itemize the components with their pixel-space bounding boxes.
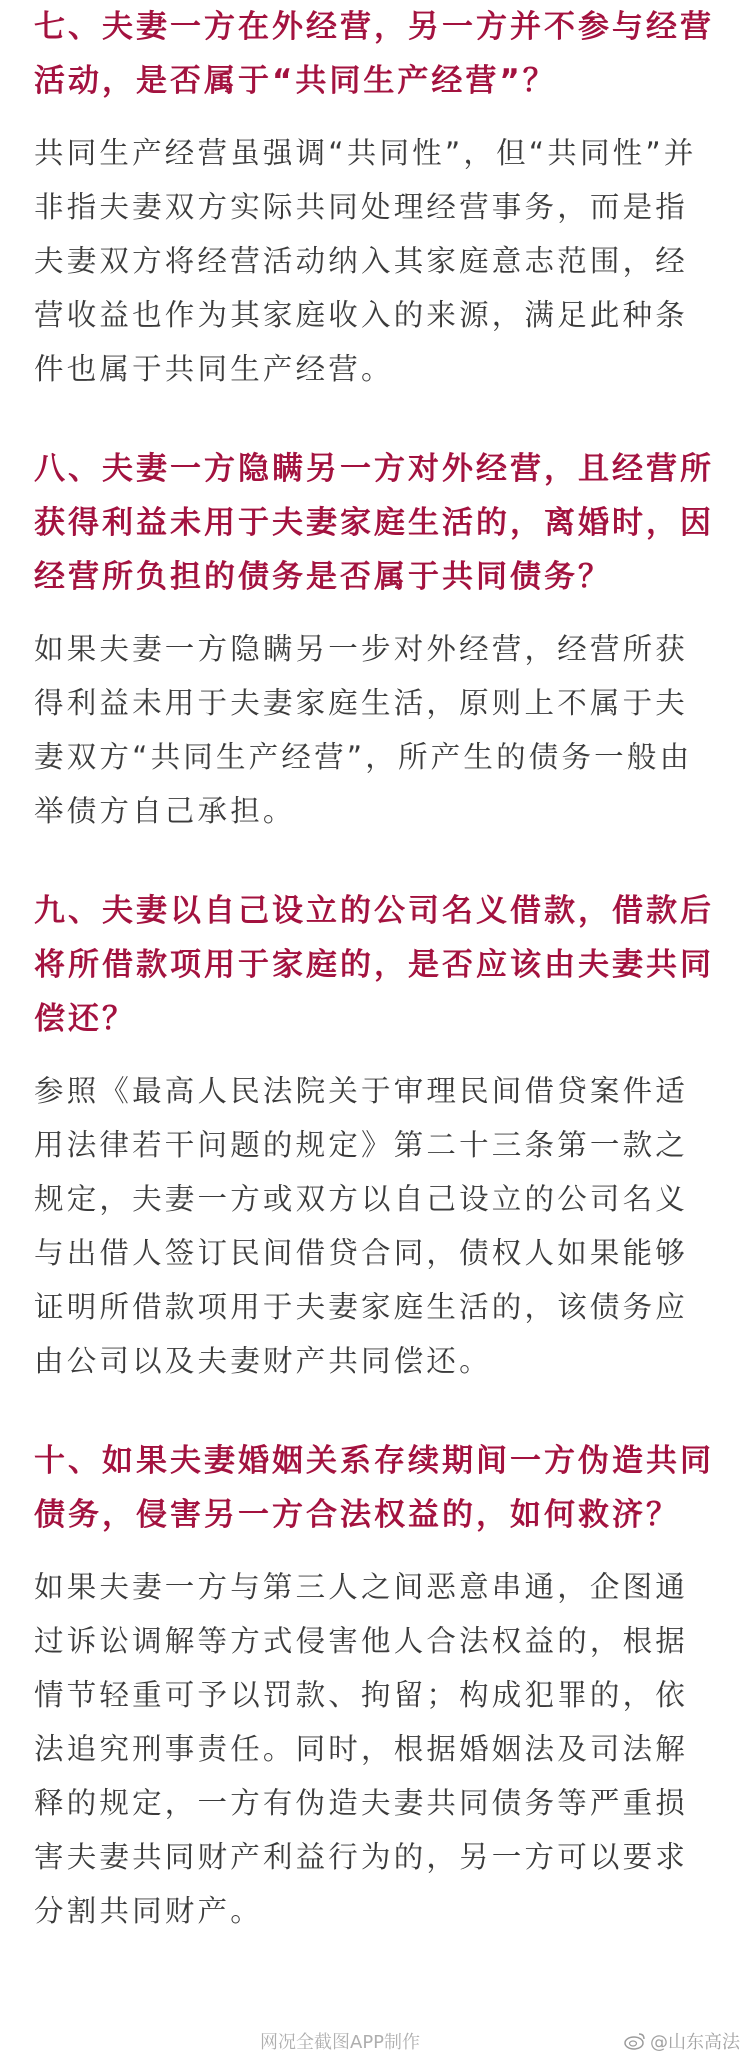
watermark-text: 网况全截图APP制作 — [260, 2032, 421, 2053]
weibo-icon — [624, 2032, 646, 2050]
section-gap — [34, 396, 718, 442]
watermark — [260, 2024, 750, 2058]
section-9 — [34, 884, 718, 1388]
section-body: 如果夫妻一方隐瞒另一步对外经营，经营所获得利益未用于夫妻家庭生活，原则上不属于夫妻双方“共同生产经营”，所产生的债务一般由举债方自己承担。 — [34, 632, 693, 828]
weibo-account-name: @山东高法 — [650, 2032, 740, 2053]
section-8 — [34, 442, 718, 838]
section-body: 参照《最高人民法院关于审理民间借贷案件适用法律若干问题的规定》第二十三条第一款之规定，夫妻一方或双方以自己设立的公司名义与出借人签订民间借贷合同，债权人如果能够证明所借款项用于夫妻家庭生活的，该债务应由公司以及夫妻财产共同偿还。 — [34, 1074, 689, 1378]
weibo-account — [624, 2028, 740, 2054]
section-body: 共同生产经营虽强调“共同性”，但“共同性”并非指夫妻双方实际共同处理经营事务，而是指夫妻双方将经营活动纳入其家庭意志范围，经营收益也作为其家庭收入的来源，满足此种条件也属于共同生产经营。 — [34, 136, 697, 386]
section-7 — [34, 0, 718, 396]
section-heading: 八、夫妻一方隐瞒另一方对外经营，且经营所获得利益未用于夫妻家庭生活的，离婚时，因经营所负担的债务是否属于共同债务？ — [34, 451, 714, 595]
section-gap — [34, 1388, 718, 1434]
section-heading: 九、夫妻以自己设立的公司名义借款，借款后将所借款项用于家庭的，是否应该由夫妻共同偿还？ — [34, 893, 714, 1037]
section-gap — [34, 838, 718, 884]
section-heading: 十、如果夫妻婚姻关系存续期间一方伪造共同债务，侵害另一方合法权益的，如何救济？ — [34, 1443, 714, 1533]
section-body: 如果夫妻一方与第三人之间恶意串通，企图通过诉讼调解等方式侵害他人合法权益的，根据情节轻重可予以罚款、拘留；构成犯罪的，依法追究刑事责任。同时，根据婚姻法及司法解释的规定，一方有伪造夫妻共同债务等严重损害夫妻共同财产利益行为的，另一方可以要求分割共同财产。 — [34, 1570, 689, 1928]
section-10 — [34, 1434, 718, 1938]
section-heading: 七、夫妻一方在外经营，另一方并不参与经营活动，是否属于“共同生产经营”？ — [34, 9, 714, 99]
